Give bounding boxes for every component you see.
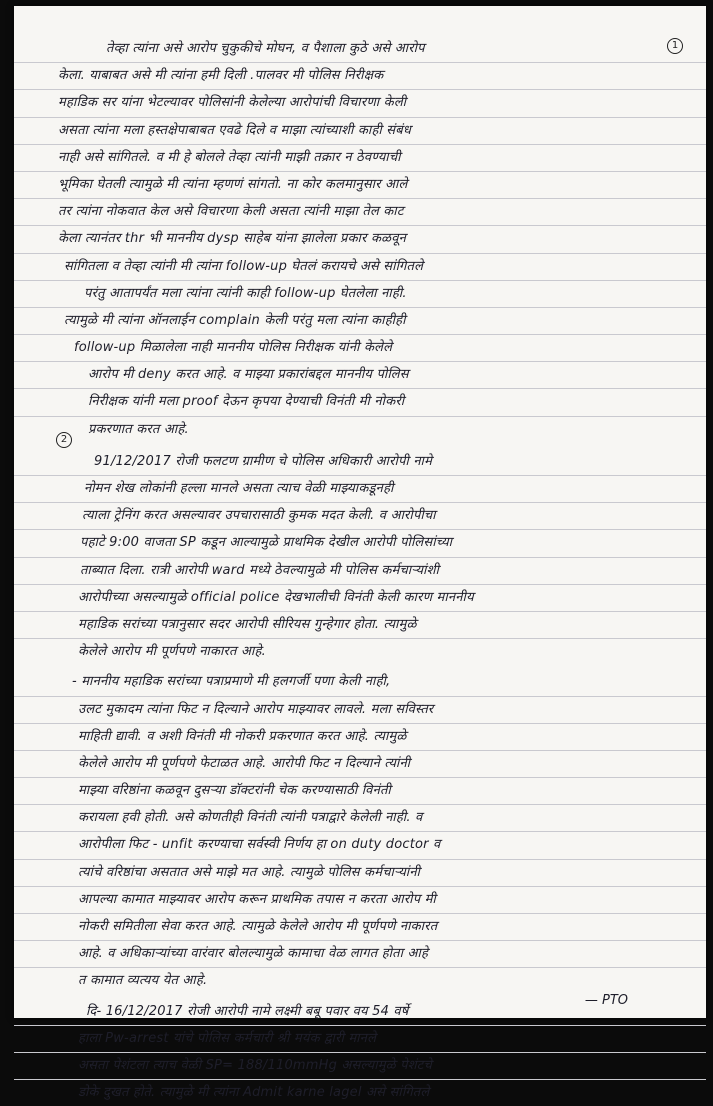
- handwritten-line: डोके दुखत होते. त्यामुळे मी त्यांना Admit karne lagel असे सांगितले: [78, 1085, 430, 1101]
- handwritten-letter-page: [14, 6, 706, 1101]
- handwritten-line: परंतु आतापर्यंत मला त्यांना त्यांनी काही follow-up घेतलेला नाही.: [14, 281, 706, 308]
- handwritten-line: केला त्यानंतर thr भी माननीय dysp साहेब यांना झालेला प्रकार कळवून: [14, 226, 706, 253]
- handwritten-line: आरोपीच्या असल्यामुळे official police देखभालीची विनंती केली कारण माननीय: [14, 585, 706, 612]
- handwritten-line: भूमिका घेतली त्यामुळे मी त्यांना म्हणणं सांगतो. ना कोर कलमानुसार आले: [14, 172, 706, 199]
- point-number-marker: 2: [56, 432, 72, 448]
- handwritten-line: आहे. व अधिकाऱ्यांच्या वारंवार बोलल्यामुळे कामाचा वेळ लागत होता आहे: [14, 941, 706, 968]
- handwritten-line: नोकरी समितीला सेवा करत आहे. त्यामुळे केलेले आरोप मी पूर्णपणे नाकारत: [14, 914, 706, 941]
- handwritten-line: त्यामुळे मी त्यांना ऑनलाईन complain केली परंतु मला त्यांना काहीही: [14, 308, 706, 335]
- handwritten-line: करायला हवी होती. असे कोणतीही विनंती त्यांनी पत्राद्वारे केलेली नाही. व: [14, 805, 706, 832]
- pto-note: — PTO: [584, 993, 628, 1008]
- handwritten-line: महाडिक सरांच्या पत्रानुसार सदर आरोपी सीरियस गुन्हेगार होता. त्यामुळे: [14, 612, 706, 639]
- handwritten-line: त्याला ट्रेनिंग करत असल्यावर उपचारासाठी कुमक मदत केली. व आरोपीचा: [14, 503, 706, 530]
- handwritten-line: केलेले आरोप मी पूर्णपणे फेटाळत आहे. आरोपी फिट न दिल्याने त्यांनी: [14, 751, 706, 778]
- handwritten-line: निरीक्षक यांनी मला proof देऊन कृपया देण्याची विनंती मी नोकरी: [14, 389, 706, 416]
- point-number-marker: 1: [667, 38, 683, 54]
- letter-body: [14, 36, 706, 1106]
- handwritten-line: असता त्यांना मला हस्तक्षेपाबाबत एवढे दिले व माझा त्यांच्याशी काही संबंध: [14, 118, 706, 145]
- handwritten-line: आपल्या कामात माझ्यावर आरोप करून प्राथमिक तपास न करता आरोप मी: [14, 887, 706, 914]
- handwritten-line: ताब्यात दिला. रात्री आरोपी ward मध्ये ठेवल्यामुळे मी पोलिस कर्मचाऱ्यांशी: [14, 558, 706, 585]
- handwritten-line: follow-up मिळालेला नाही माननीय पोलिस निरीक्षक यांनी केलेले: [14, 335, 706, 362]
- handwritten-line: पहाटे 9:00 वाजता SP कडून आल्यामुळे प्राथमिक देखील आरोपी पोलिसांच्या: [14, 530, 706, 557]
- handwritten-line: आरोपीला फिट - unfit करण्याचा सर्वस्वी निर्णय हा on duty doctor व: [14, 832, 706, 859]
- handwritten-line: नाही असे सांगितले. व मी हे बोलले तेव्हा त्यांनी माझी तक्रार न ठेवण्याची: [14, 145, 706, 172]
- handwritten-line: महाडिक सर यांना भेटल्यावर पोलिसांनी केलेल्या आरोपांची विचारणा केली: [14, 90, 706, 117]
- handwritten-line: आरोप मी deny करत आहे. व माझ्या प्रकारांबद्दल माननीय पोलिस: [14, 362, 706, 389]
- handwritten-line: नोमन शेख लोकांनी हल्ला मानले असता त्याच वेळी माझ्याकडूनही: [14, 476, 706, 503]
- handwritten-line: केला. याबाबत असे मी त्यांना हमी दिली .पालवर मी पोलिस निरीक्षक: [14, 63, 706, 90]
- handwritten-line: उलट मुकादम त्यांना फिट न दिल्याने आरोप माझ्यावर लावले. मला सविस्तर: [14, 697, 706, 724]
- handwritten-line: सांगितला व तेव्हा त्यांनी मी त्यांना follow-up घेतलं करायचे असे सांगितले: [14, 254, 706, 281]
- handwritten-line: माझ्या वरिष्ठांना कळवून दुसऱ्या डॉक्टरांनी चेक करण्यासाठी विनंती: [14, 778, 706, 805]
- handwritten-line: त्यांचे वरिष्ठांचा असतात असे माझे मत आहे. त्यामुळे पोलिस कर्मचाऱ्यांनी: [14, 860, 706, 887]
- handwritten-line: 91/12/2017 रोजी फलटण ग्रामीण चे पोलिस अधिकारी आरोपी नामे: [14, 449, 706, 476]
- handwritten-line: तर त्यांना नोकवात केल असे विचारणा केली असता त्यांनी माझा तेल काट: [14, 199, 706, 226]
- handwritten-line: केलेले आरोप मी पूर्णपणे नाकारत आहे.: [78, 644, 266, 660]
- handwritten-line: - माननीय महाडिक सरांच्या पत्राप्रमाणे मी हलगर्जी पणा केली नाही,: [14, 669, 706, 696]
- handwritten-line: हाला Pw-arrest यांचे पोलिस कर्मचारी श्री मयंक द्वारी मानले: [14, 1026, 706, 1053]
- handwritten-line: दि- 16/12/2017 रोजी आरोपी नामे लक्ष्मी बबू पवार वय 54 वर्षे: [14, 999, 706, 1026]
- handwritten-line: प्रकरणात करत आहे.: [88, 421, 189, 437]
- handwritten-line: असता पेशंटला त्याच वेळी SP= 188/110mmHg असल्यामुळे पेशंटचे: [14, 1053, 706, 1080]
- handwritten-line: तेव्हा त्यांना असे आरोप चुकुकीचे मोघन, व पैशाला कुठे असे आरोप: [14, 36, 706, 63]
- handwritten-line: त कामात व्यत्यय येत आहे.: [78, 973, 208, 989]
- handwritten-line: माहिती द्यावी. व अशी विनंती मी नोकरी प्रकरणात करत आहे. त्यामुळे: [14, 724, 706, 751]
